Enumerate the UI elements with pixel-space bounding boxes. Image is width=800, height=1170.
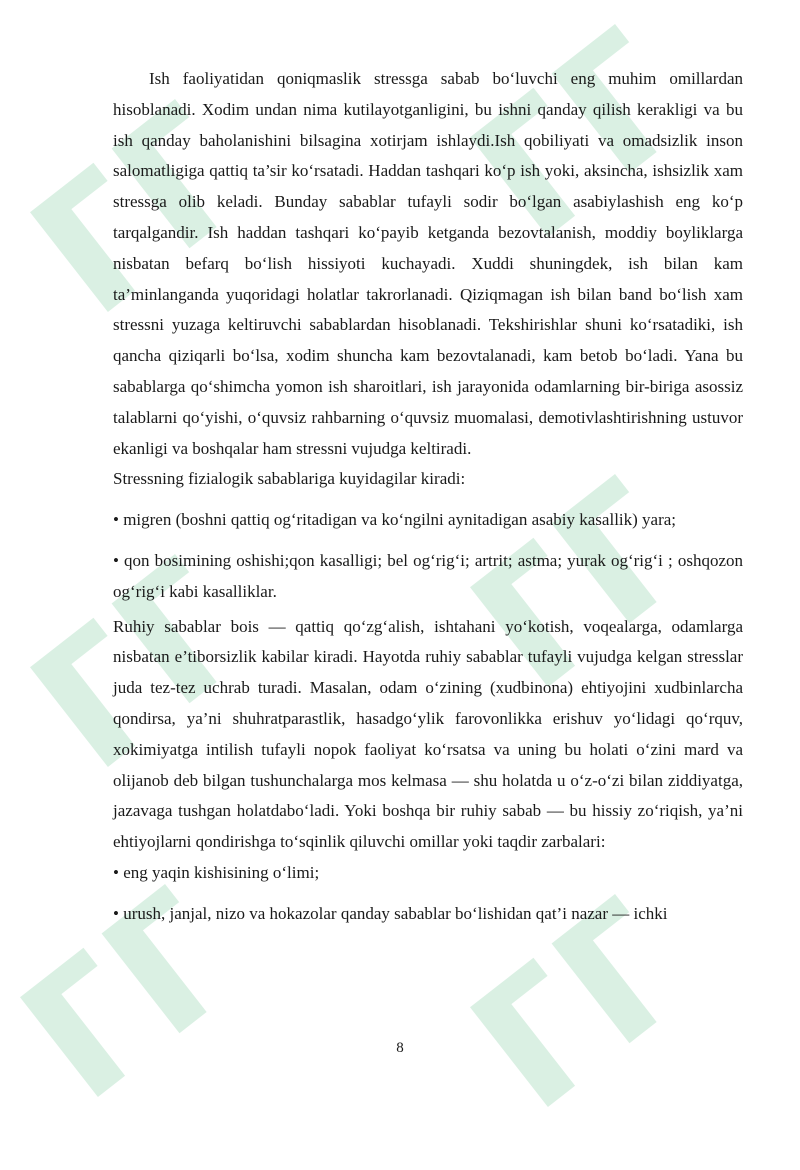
- page-number: 8: [396, 1040, 404, 1056]
- bullet-item: • urush, janjal, nizo va hokazolar qanday sabablar bo‘lishidan qat’i nazar — ichki: [113, 903, 668, 923]
- document-body: [113, 64, 743, 934]
- bullet-item: • migren (boshni qattiq og‘ritadigan va ko‘ngilni aynitadigan asabiy kasallik) yara;: [113, 510, 677, 530]
- section-intro-line: Stressning fizialogik sabablariga kuyidagilar kiradi:: [113, 469, 466, 489]
- bullet-item: • eng yaqin kishisining o‘limi;: [113, 862, 320, 882]
- bullet-item: • qon bosimining oshishi;qon kasalligi; bel og‘rig‘i; artrit; astma; yurak og‘rig‘i ; oshqozon og‘rig‘i kabi kasalliklar.: [113, 550, 743, 601]
- body-paragraph: Ish faoliyatidan qoniqmaslik stressga sabab bo‘luvchi eng muhim omillardan hisoblanadi. Xodim undan nima kutilayotganligini, bu ishni qanday qilish kerakligi va bu ish qanday baholanishini bilsagina xotirjam ishlaydi.Ish qobiliyati va omadsizlik inson salomatligiga qattiq ta’sir ko‘rsatadi. Haddan tashqari ko‘p ish yoki, aksincha, ishsizlik xam stressga olib keladi. Bunday sabablar tufayli sodir bo‘lgan asabiylashish eng ko‘p tarqalgandir. Ish haddan tashqari ko‘payib ketganda bezovtalanish, moddiy boyliklarga nisbatan befarq bo‘lish hissiyoti kuchayadi. Xuddi shuningdek, ish bilan kam ta’minlanganda yuqoridagi holatlar takrorlanadi. Qiziqmagan ish bilan band bo‘lish xam stressni yuzaga keltiruvchi sabablardan hisoblanadi. Tekshirishlar shuni ko‘rsatadiki, ish qancha qiziqarli bo‘lsa, xodim shuncha kam bezovtalanadi, kam betob bo‘ladi. Yana bu sabablarga qo‘shimcha yomon ish sharoitlari, ish jarayonida odamlarning bir-biriga asossiz talablarni qo‘yishi, o‘quvsiz rahbarning o‘quvsiz muomalasi, demotivlashtirishning ustuvor ekanligi va boshqalar ham stressni vujudga keltiradi.: [113, 69, 743, 458]
- body-paragraph: Ruhiy sabablar bois — qattiq qo‘zg‘alish, ishtahani yo‘kotish, voqealarga, odamlarga nisbatan e’tiborsizlik kabilar kiradi. Hayotda ruhiy sabablar tufayli vujudga kelgan stresslar juda tez-tez uchrab turadi. Masalan, odam o‘zining (xudbinona) ehtiyojini xudbinlarcha qondirsa, ya’ni shuhratparastlik, hasadgo‘ylik farovonlikka erishuv yo‘lidagi qo‘rquv, xokimiyatga intilish tufayli nopok faoliyat ko‘rsatsa va uning bu holati o‘zini mard va olijanob deb bilgan tushunchalarga mos kelmasa — shu holatda u o‘z-o‘zi bilan ziddiyatga, jazavaga tushgan holatdabo‘ladi. Yoki boshqa bir ruhiy sabab — bu hissiy zo‘riqish, ya’ni ehtiyojlarni qondirishga to‘sqinlik qiluvchi omillar yoki taqdir zarbalari:: [113, 616, 743, 852]
